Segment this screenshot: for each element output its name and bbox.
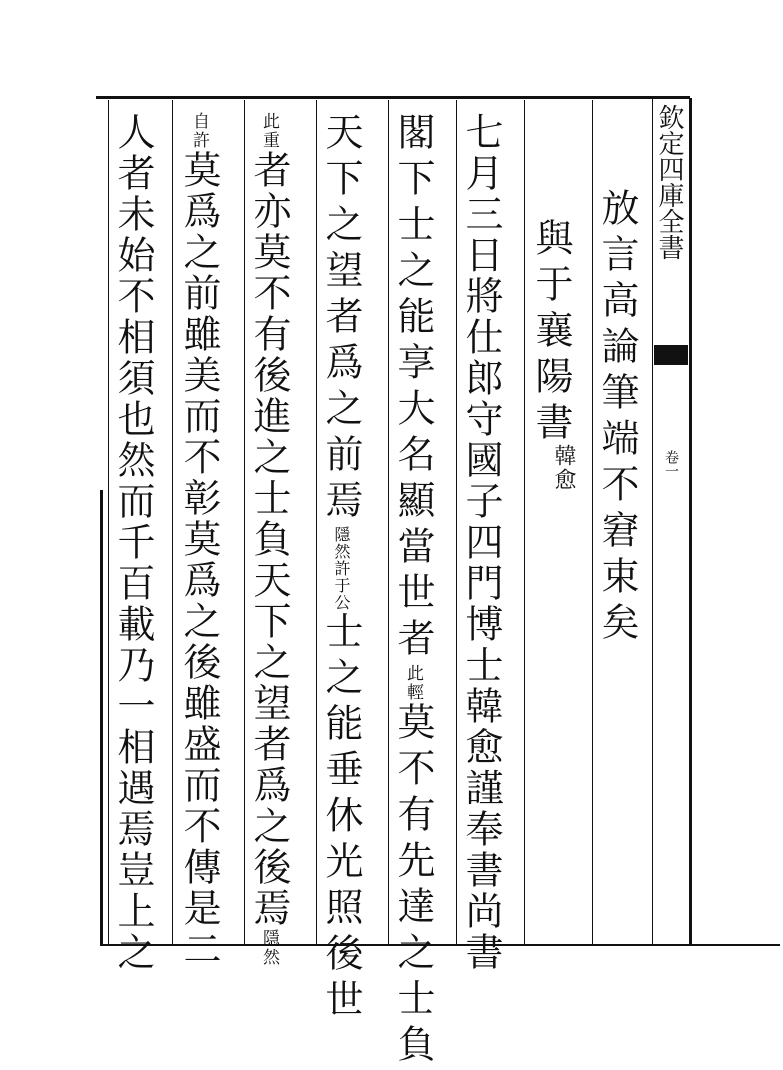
- interlinear-note: 此輕: [403, 664, 423, 702]
- letter-title: 與于襄陽書: [529, 218, 573, 448]
- column-separator: [172, 100, 173, 944]
- column-separator: [524, 100, 525, 944]
- volume-label: 卷一: [663, 450, 679, 478]
- interlinear-note: 隱然: [259, 929, 279, 967]
- column-separator: [388, 100, 389, 944]
- text-segment: 閣下士之能享大名顯當世者: [391, 112, 435, 664]
- text-column-2: [391, 112, 435, 1070]
- text-segment: 莫爲之前雖美而不彰莫爲之後雖盛而不傳是二: [177, 150, 221, 970]
- interlinear-note: 此重: [259, 112, 279, 150]
- text-segment: 莫不有先達之士負: [391, 702, 435, 1070]
- text-segment: 士之能垂休光照後世: [319, 611, 363, 1025]
- letter-author: 韓愈: [551, 444, 576, 492]
- text-column-6: 人者未始不相須也然而千百載乃一相遇焉豈上之: [111, 112, 155, 973]
- text-segment: 天下之望者爲之前焉: [319, 112, 363, 526]
- text-column-5: [177, 112, 221, 970]
- commentary-heading: 放言高論筆端不窘束矣: [595, 188, 639, 648]
- text-column-1: 七月三日將仕郎守國子四門博士韓愈謹奉書尚書: [459, 112, 503, 973]
- column-separator: [456, 100, 457, 944]
- inner-left-rule: [108, 100, 109, 944]
- margin-fishtail-mark: [654, 345, 688, 365]
- collection-title: 欽定四庫全書: [654, 104, 684, 260]
- text-column-4: [247, 112, 291, 967]
- top-border-rule: [96, 96, 690, 99]
- column-separator: [316, 100, 317, 944]
- column-separator: [244, 100, 245, 944]
- text-column-3: [319, 112, 363, 1025]
- interlinear-note: 自許: [189, 112, 209, 150]
- column-separator: [592, 100, 593, 944]
- interlinear-note: 隱然許于公: [332, 526, 351, 611]
- left-border-rule: [100, 490, 103, 945]
- text-segment: 者亦莫不有後進之士負天下之望者爲之後焉: [247, 150, 291, 929]
